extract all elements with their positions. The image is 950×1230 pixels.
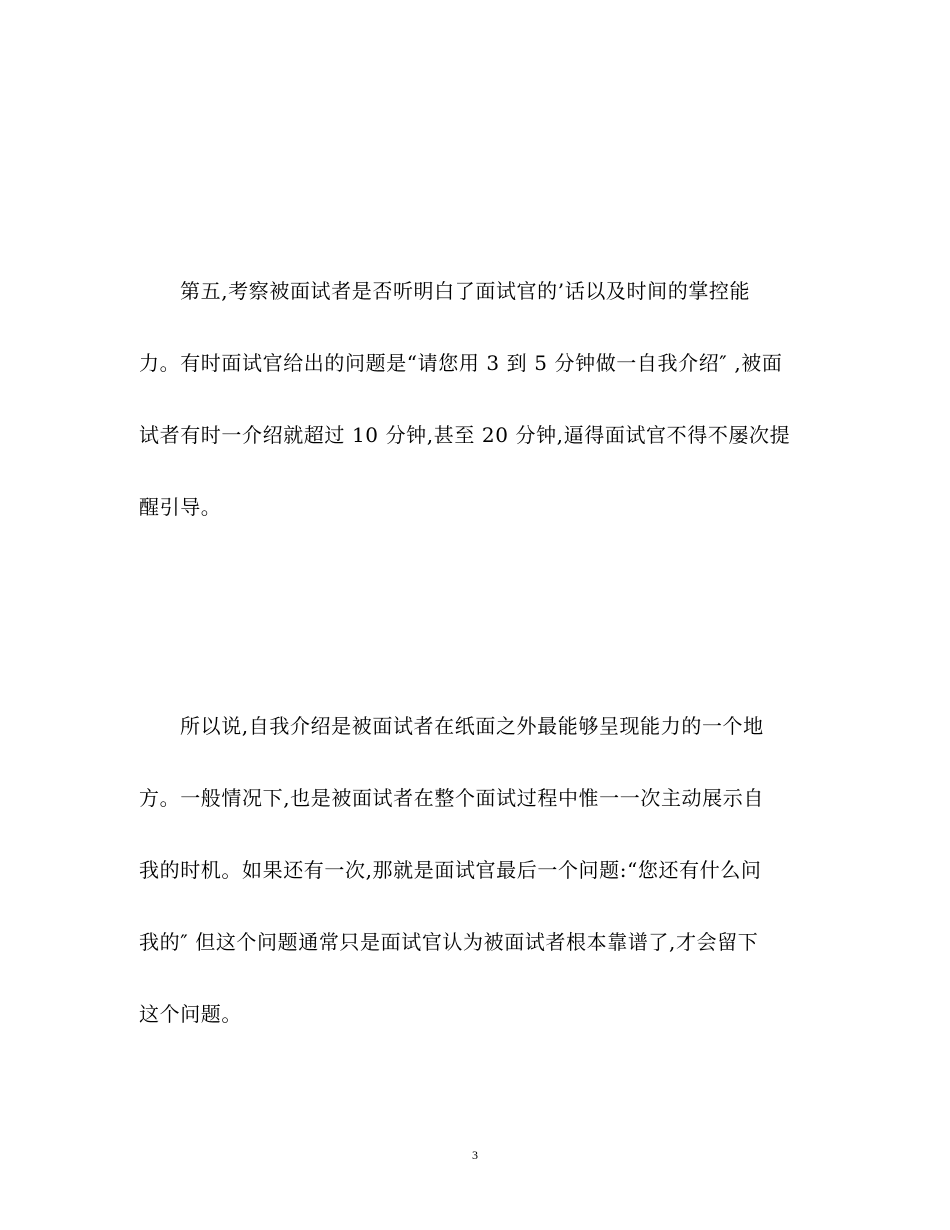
paragraph-line: 这个问题。 <box>139 1002 242 1026</box>
paragraph-line: 第五,考察被面试者是否听明白了面试官的’话以及时间的掌控能 <box>180 279 751 303</box>
paragraph-line: 醒引导。 <box>139 495 222 519</box>
paragraph-line: 方。一般情况下,也是被面试者在整个面试过程中惟一一次主动展示自 <box>139 786 764 810</box>
paragraph-line: 所以说,自我介绍是被面试者在纸面之外最能够呈现能力的一个地 <box>180 714 764 738</box>
paragraph-line: 我的″ 但这个问题通常只是面试官认为被面试者根本靠谱了,才会留下 <box>139 930 759 954</box>
page-number: 3 <box>472 1148 478 1162</box>
paragraph-line: 力。有时面试官给出的问题是“请您用 3 到 5 分钟做一自我介绍″ ,被面 <box>139 351 783 375</box>
paragraph-line: 试者有时一介绍就超过 10 分钟,甚至 20 分钟,逼得面试官不得不屡次提 <box>139 423 791 447</box>
paragraph-line: 我的时机。如果还有一次,那就是面试官最后一个问题:“您还有什么问 <box>139 858 762 882</box>
